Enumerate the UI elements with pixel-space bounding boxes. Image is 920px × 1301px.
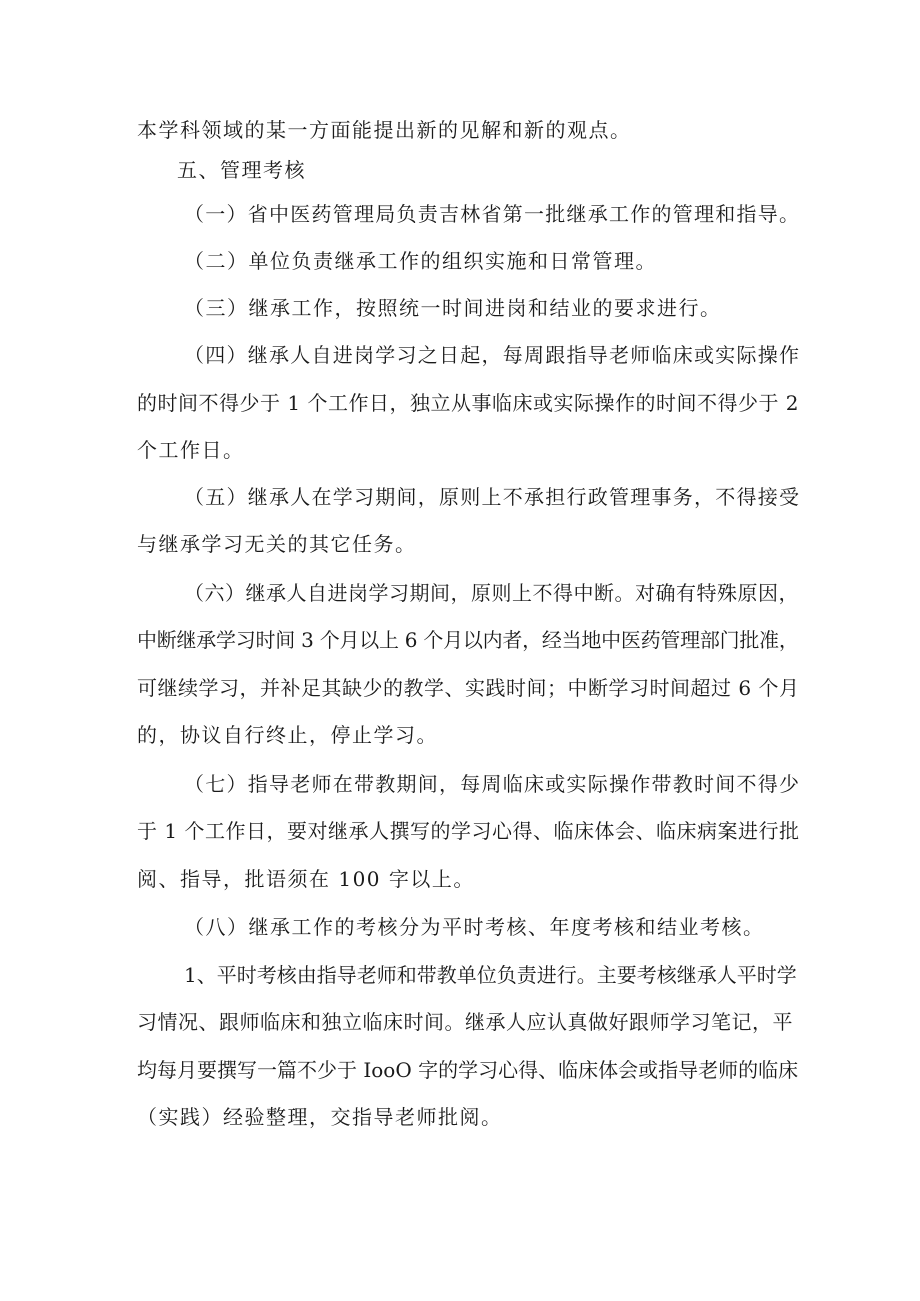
- paragraph-line: （六）继承人自进岗学习期间，原则上不得中断。对确有特殊原因，: [184, 581, 799, 605]
- paragraph-line: （实践）经验整理，交指导老师批阅。: [137, 1105, 503, 1129]
- paragraph-line: （一）省中医药管理局负责吉林省第一批继承工作的管理和指导。: [184, 202, 801, 226]
- paragraph-line: （四）继承人自进岗学习之日起，每周跟指导老师临床或实际操作: [184, 343, 801, 367]
- paragraph-line: 于 1 个工作日，要对继承人撰写的学习心得、临床体会、临床病案进行批: [137, 819, 800, 843]
- paragraph-line: 阅、指导，批语须在 100 字以上。: [137, 867, 475, 891]
- paragraph-line: 的时间不得少于 1 个工作日，独立从事临床或实际操作的时间不得少于 2: [137, 391, 800, 415]
- paragraph-line: （八）继承工作的考核分为平时考核、年度考核和结业考核。: [184, 915, 765, 939]
- paragraph-line: 习情况、跟师临床和独立临床时间。继承人应认真做好跟师学习笔记，平: [137, 1010, 793, 1034]
- paragraph-line: （三）继承工作，按照统一时间进岗和结业的要求进行。: [184, 296, 722, 320]
- paragraph-line: 1、平时考核由指导老师和带教单位负责进行。主要考核继承人平时学: [184, 963, 797, 987]
- paragraph-line: 中断继承学习时间 3 个月以上 6 个月以内者，经当地中医药管理部门批准，: [137, 628, 799, 652]
- paragraph-line: （七）指导老师在带教期间，每周临床或实际操作带教时间不得少: [184, 772, 801, 796]
- section-heading: 五、管理考核: [177, 158, 306, 182]
- paragraph-line: 本学科领域的某一方面能提出新的见解和新的观点。: [137, 118, 632, 142]
- paragraph-line: （五）继承人在学习期间，原则上不承担行政管理事务，不得接受: [184, 485, 801, 509]
- paragraph-line: 均每月要撰写一篇不少于 IooO 字的学习心得、临床体会或指导老师的临床: [137, 1058, 799, 1082]
- paragraph-line: 可继续学习，并补足其缺少的教学、实践时间；中断学习时间超过 6 个月: [137, 676, 800, 700]
- paragraph-line: （二）单位负责继承工作的组织实施和日常管理。: [184, 249, 657, 273]
- paragraph-line: 个工作日。: [137, 438, 245, 462]
- paragraph-line: 的，协议自行终止，停止学习。: [137, 723, 438, 747]
- paragraph-line: 与继承学习无关的其它任务。: [137, 532, 417, 556]
